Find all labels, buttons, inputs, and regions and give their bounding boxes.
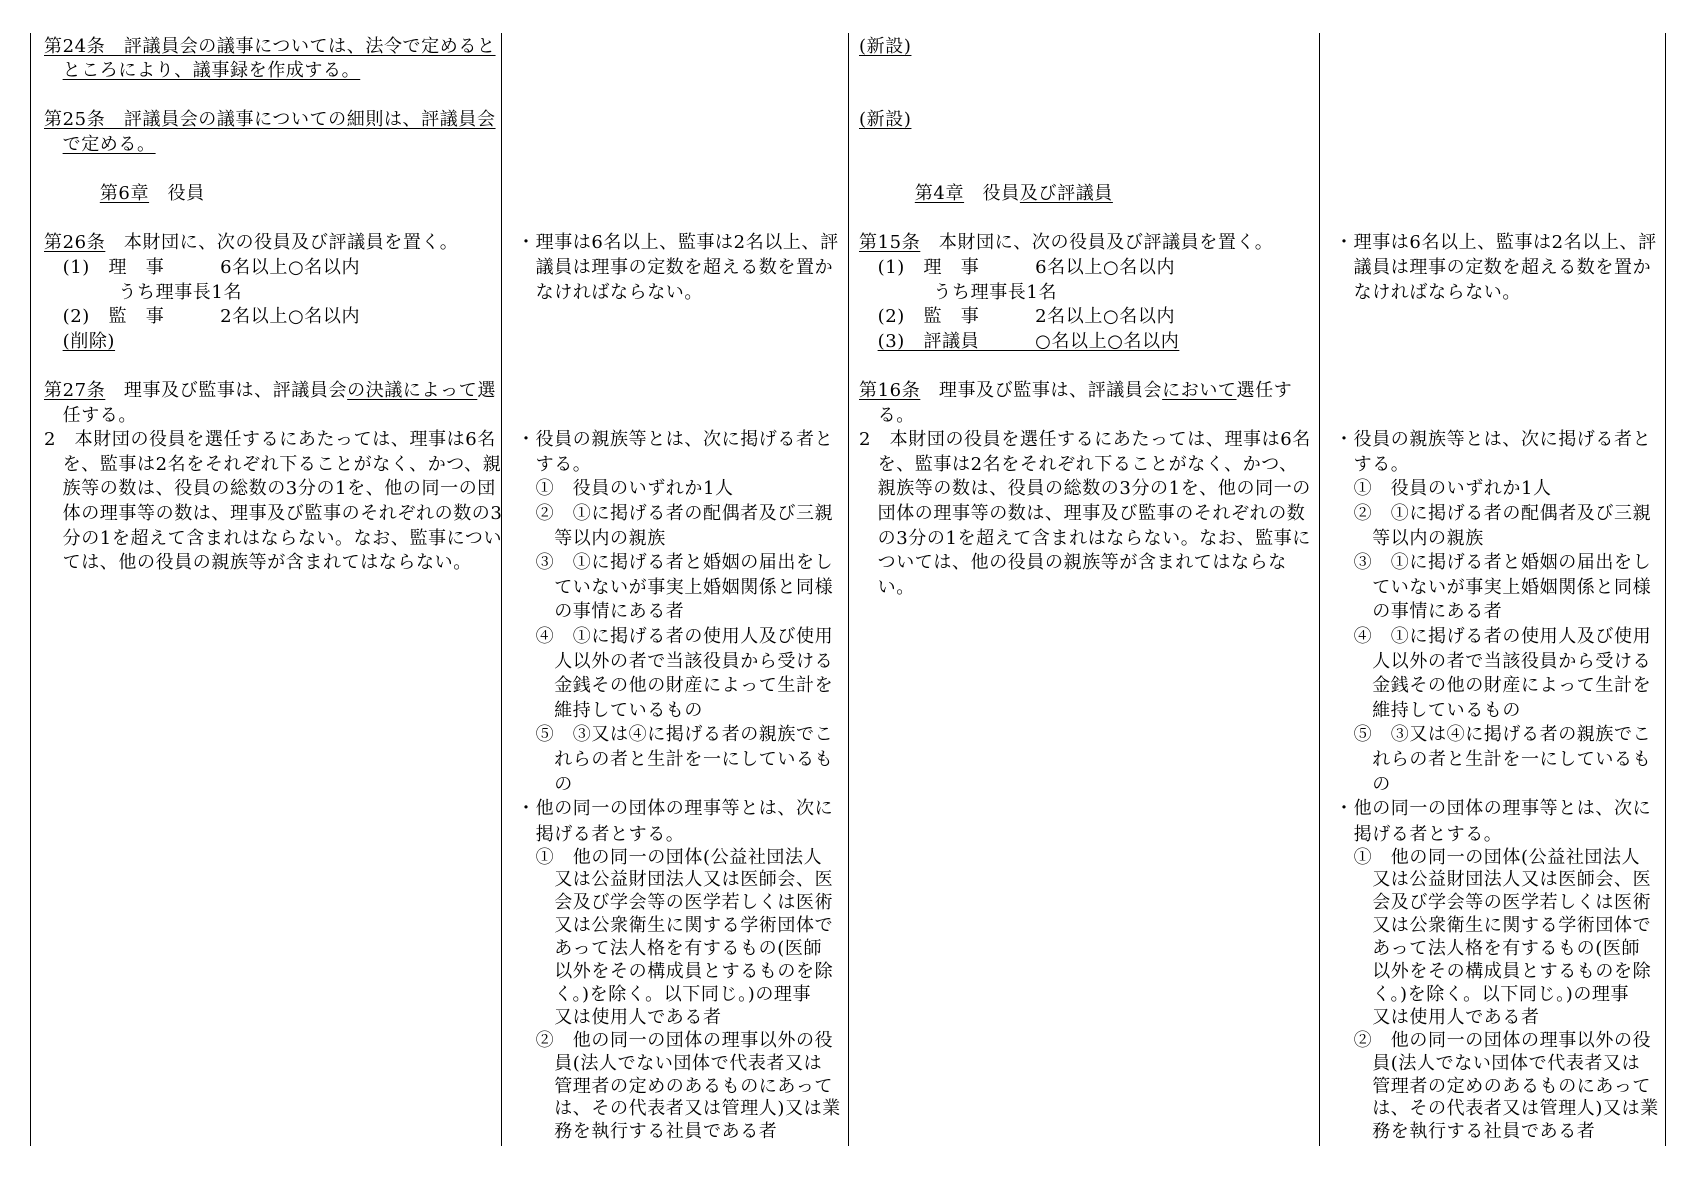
text-line <box>1335 430 1651 450</box>
text-line <box>44 110 496 130</box>
text-line <box>1335 1054 1640 1074</box>
text-line <box>859 258 1175 278</box>
text-segment: 親族等の数は、役員の総数の3分の1を、他の同一の <box>859 478 1311 500</box>
text-segment: 金銭その他の財産によって生計を <box>1335 675 1652 697</box>
underlined-text: 第24条 評議員会の議事については、法令で定めると <box>44 35 496 57</box>
text-line <box>517 652 833 672</box>
text-segment: 人以外の者で当該役員から受ける <box>1335 650 1652 672</box>
text-line <box>517 1031 833 1051</box>
text-line <box>517 627 833 647</box>
text-line <box>859 37 911 57</box>
text-line <box>859 233 1273 253</box>
text-line <box>1335 578 1651 598</box>
text-line <box>517 529 666 549</box>
text-line <box>517 1099 841 1119</box>
text-segment: ④ ①に掲げる者の使用人及び使用 <box>1335 625 1652 647</box>
underlined-text: (削除) <box>62 330 116 352</box>
text-segment: れらの者と生計を一にしているも <box>517 748 834 770</box>
text-segment: 本財団に、次の役員及び評議員を置く。 <box>105 232 459 254</box>
text-line <box>1335 553 1651 573</box>
text-line <box>517 775 573 795</box>
text-segment: 任する。 <box>44 404 137 426</box>
text-line <box>517 825 684 845</box>
text-segment: 又は使用人である者 <box>517 1006 722 1028</box>
text-segment: 人以外の者で当該役員から受ける <box>517 650 834 672</box>
text-segment: の <box>517 773 573 795</box>
text-segment: うち理事長1名 <box>859 281 1058 303</box>
text-line <box>1335 939 1640 959</box>
text-line <box>1335 602 1502 622</box>
text-line <box>517 701 703 721</box>
column-divider <box>501 33 502 1146</box>
text-segment: の3分の1を超えて含まれはならない。なお、監事に <box>859 527 1311 549</box>
text-segment: ては、他の役員の親族等が含まれてはならない。 <box>44 552 472 574</box>
text-segment: く。)を除く。以下同じ。)の理事 <box>517 983 812 1005</box>
text-segment: 維持しているもの <box>1335 699 1521 721</box>
text-segment: は、その代表者又は管理人)又は業 <box>517 1098 841 1120</box>
underlined-text: (新設) <box>859 109 912 131</box>
text-segment: を、監事は2名をそれぞれ下ることがなく、かつ、 <box>859 453 1298 475</box>
text-segment: 以外をその構成員とするものを除 <box>1335 961 1652 982</box>
text-segment: 又は公益財団法人又は医師会、医 <box>1335 869 1652 891</box>
text-line <box>517 479 734 499</box>
underlined-text: 第16条 <box>859 379 921 401</box>
text-segment: ・他の同一の団体の理事等とは、次に <box>517 798 834 820</box>
text-segment: なければならない。 <box>1335 281 1521 303</box>
underlined-text: で定める。 <box>62 133 156 155</box>
text-segment <box>44 183 100 204</box>
text-segment: 会及び学会等の医学若しくは医術 <box>1335 892 1652 914</box>
text-segment: ていないが事実上婚姻関係と同様 <box>517 576 834 598</box>
text-line <box>1335 750 1651 770</box>
underlined-text: 第6章 <box>99 183 150 205</box>
text-line <box>517 962 833 982</box>
text-line <box>859 578 915 598</box>
text-segment: は、その代表者又は管理人)又は業 <box>1335 1098 1659 1120</box>
text-line <box>517 602 684 622</box>
column-divider <box>1319 33 1320 1146</box>
text-line <box>1335 455 1409 475</box>
text-segment: 理事及び監事は、評議員会 <box>920 379 1163 401</box>
text-line <box>1335 233 1657 253</box>
text-segment <box>44 134 63 155</box>
text-line <box>859 110 911 130</box>
text-segment: 団体の理事等の数は、理事及び監事のそれぞれの数 <box>859 502 1306 524</box>
text-line <box>517 1054 822 1074</box>
text-segment: ⑤ ③又は④に掲げる者の親族でこ <box>517 724 834 746</box>
text-segment: 2 本財団の役員を選任するにあたっては、理事は6名 <box>44 429 496 451</box>
text-segment: (2) 監 事 2名以上○名以内 <box>44 306 361 328</box>
text-line <box>44 504 502 524</box>
text-segment: ついては、他の役員の親族等が含まれてはならな <box>859 552 1287 574</box>
text-line <box>1335 258 1651 278</box>
text-segment: の事情にある者 <box>517 601 685 623</box>
text-segment: を、監事は2名をそれぞれ下ることがなく、かつ、親 <box>44 453 502 475</box>
underlined-text: 第26条 <box>44 232 106 254</box>
text-segment: ① 役員のいずれか1人 <box>517 478 734 500</box>
text-segment: 理事及び監事は、評議員会 <box>105 379 348 401</box>
text-line <box>517 455 591 475</box>
text-line <box>44 332 115 352</box>
text-segment: なければならない。 <box>517 281 703 303</box>
text-segment: ていないが事実上婚姻関係と同様 <box>1335 576 1652 598</box>
text-segment <box>44 331 63 352</box>
text-segment: あって法人格を有するもの(医師 <box>517 938 823 960</box>
text-line <box>517 1122 777 1142</box>
text-segment: ・理事は6名以上、監事は2名以上、評 <box>1335 232 1657 254</box>
text-line <box>1335 283 1521 303</box>
text-line <box>859 283 1057 303</box>
text-segment: 等以内の親族 <box>1335 527 1484 549</box>
column-divider <box>848 33 849 1146</box>
text-line <box>1335 799 1651 819</box>
text-line <box>1335 1122 1595 1142</box>
text-segment: ② ①に掲げる者の配偶者及び三親 <box>517 502 834 524</box>
text-line <box>859 184 1113 204</box>
text-line <box>44 37 496 57</box>
text-line <box>1335 916 1651 936</box>
text-segment: 員(法人でない団体で代表者又は <box>517 1052 823 1074</box>
text-segment: 体の理事等の数は、理事及び監事のそれぞれの数の3 <box>44 502 503 524</box>
text-line <box>1335 1008 1540 1028</box>
underlined-text: (新設) <box>859 35 912 57</box>
text-segment: 以外をその構成員とするものを除 <box>517 961 834 982</box>
text-segment <box>44 60 63 81</box>
text-segment: 等以内の親族 <box>517 527 666 549</box>
text-segment: 金銭その他の財産によって生計を <box>517 675 834 697</box>
text-line <box>517 893 833 913</box>
text-segment: 管理者の定めのあるものにあって <box>1335 1075 1652 1097</box>
text-segment: 務を執行する社員である者 <box>1335 1121 1596 1143</box>
text-segment: ② ①に掲げる者の配偶者及び三親 <box>1335 502 1652 524</box>
text-line <box>859 553 1287 573</box>
text-line <box>859 479 1311 499</box>
text-line <box>44 479 496 499</box>
text-line <box>859 504 1305 524</box>
text-segment: の <box>1335 773 1391 795</box>
text-line <box>517 799 833 819</box>
text-line <box>517 676 833 696</box>
text-line <box>44 529 502 549</box>
text-segment: 選 <box>477 379 496 401</box>
text-line <box>517 283 703 303</box>
text-line <box>44 455 501 475</box>
text-line <box>517 578 833 598</box>
text-line <box>1335 1099 1659 1119</box>
text-line <box>44 233 458 253</box>
text-segment: ③ ①に掲げる者と婚姻の届出をし <box>1335 552 1652 574</box>
text-line <box>44 406 137 426</box>
text-segment: ① 他の同一の団体(公益社団法人 <box>517 846 823 868</box>
text-line <box>1335 479 1552 499</box>
text-segment: れらの者と生計を一にしているも <box>1335 748 1652 770</box>
text-line <box>517 725 833 745</box>
underlined-text: 第4章 <box>914 183 965 205</box>
text-segment: 又は公衆衛生に関する学術団体で <box>517 915 834 937</box>
text-segment: 役員 <box>964 183 1020 205</box>
text-line <box>1335 529 1484 549</box>
text-line <box>1335 652 1651 672</box>
underlined-text: において <box>1162 379 1237 401</box>
underlined-text: 第27条 <box>44 379 106 401</box>
text-line <box>859 332 1179 352</box>
text-segment: ② 他の同一の団体の理事以外の役 <box>517 1029 834 1051</box>
text-segment: 議員は理事の定数を超える数を置か <box>517 256 834 278</box>
text-line <box>1335 627 1651 647</box>
text-line <box>517 870 833 890</box>
column-divider <box>1665 33 1666 1146</box>
underlined-text: ところにより、議事録を作成する。 <box>62 60 361 82</box>
text-line <box>859 430 1311 450</box>
text-line <box>517 1008 722 1028</box>
text-segment: 又は公衆衛生に関する学術団体で <box>1335 915 1652 937</box>
text-segment: ・理事は6名以上、監事は2名以上、評 <box>517 232 839 254</box>
text-line <box>859 307 1175 327</box>
text-segment: 務を執行する社員である者 <box>517 1121 778 1143</box>
text-line <box>859 529 1311 549</box>
text-line <box>517 916 833 936</box>
text-line <box>517 1077 833 1097</box>
text-line <box>859 406 915 426</box>
underlined-text: (3) 評議員 ○名以上○名以内 <box>877 330 1180 352</box>
text-segment: 会及び学会等の医学若しくは医術 <box>517 892 834 914</box>
text-segment: あって法人格を有するもの(医師 <box>1335 938 1641 960</box>
text-segment: 分の1を超えて含まれはならない。なお、監事につい <box>44 527 503 549</box>
text-line <box>517 939 822 959</box>
text-segment: ④ ①に掲げる者の使用人及び使用 <box>517 625 834 647</box>
underlined-text: の決議によって <box>347 379 478 401</box>
text-line <box>859 455 1298 475</box>
text-segment: 員(法人でない団体で代表者又は <box>1335 1052 1641 1074</box>
text-line <box>1335 1031 1651 1051</box>
text-segment: (1) 理 事 6名以上○名以内 <box>44 256 361 278</box>
text-segment: 議員は理事の定数を超える数を置か <box>1335 256 1652 278</box>
text-line <box>517 553 833 573</box>
text-line <box>44 307 360 327</box>
text-segment <box>859 331 878 352</box>
text-line <box>1335 775 1391 795</box>
text-line <box>1335 985 1629 1005</box>
text-segment: 維持しているもの <box>517 699 703 721</box>
underlined-text: 第25条 評議員会の議事についての細則は、評議員会 <box>44 109 496 131</box>
text-segment: する。 <box>517 453 592 475</box>
text-line <box>1335 848 1640 868</box>
text-segment: 掲げる者とする。 <box>517 823 685 845</box>
text-segment: く。)を除く。以下同じ。)の理事 <box>1335 983 1630 1005</box>
text-line <box>517 258 833 278</box>
text-segment: ② 他の同一の団体の理事以外の役 <box>1335 1029 1652 1051</box>
text-line <box>859 381 1292 401</box>
underlined-text: 第15条 <box>859 232 921 254</box>
text-segment: ・役員の親族等とは、次に掲げる者と <box>517 429 834 451</box>
column-divider <box>30 33 31 1146</box>
text-segment: 管理者の定めのあるものにあって <box>517 1075 834 1097</box>
text-segment: ③ ①に掲げる者と婚姻の届出をし <box>517 552 834 574</box>
text-line <box>44 258 360 278</box>
text-segment: ① 他の同一の団体(公益社団法人 <box>1335 846 1641 868</box>
text-segment: 又は公益財団法人又は医師会、医 <box>517 869 834 891</box>
text-line <box>1335 870 1651 890</box>
text-line <box>1335 725 1651 745</box>
text-line <box>517 504 833 524</box>
text-line <box>1335 825 1502 845</box>
text-segment: する。 <box>1335 453 1410 475</box>
text-line <box>1335 701 1521 721</box>
text-segment: 選任す <box>1236 379 1293 401</box>
text-segment: (2) 監 事 2名以上○名以内 <box>859 306 1176 328</box>
text-line <box>44 61 360 81</box>
text-segment: ・役員の親族等とは、次に掲げる者と <box>1335 429 1652 451</box>
text-line <box>517 430 833 450</box>
text-line <box>1335 1077 1651 1097</box>
text-segment: 族等の数は、役員の総数の3分の1を、他の同一の団 <box>44 478 496 500</box>
text-segment: 掲げる者とする。 <box>1335 823 1503 845</box>
text-segment: る。 <box>859 404 915 426</box>
text-segment: い。 <box>859 576 915 598</box>
text-line <box>1335 962 1651 982</box>
text-line <box>1335 676 1651 696</box>
text-line <box>517 233 839 253</box>
text-segment: 役員 <box>149 183 205 205</box>
text-line <box>517 848 822 868</box>
text-line <box>44 430 496 450</box>
text-line <box>517 985 811 1005</box>
text-segment: ⑤ ③又は④に掲げる者の親族でこ <box>1335 724 1652 746</box>
text-line <box>44 184 205 204</box>
text-line <box>1335 893 1651 913</box>
underlined-text: 及び評議員 <box>1019 183 1113 205</box>
text-segment: 2 本財団の役員を選任するにあたっては、理事は6名 <box>859 429 1311 451</box>
text-line <box>44 135 156 155</box>
text-segment: の事情にある者 <box>1335 601 1503 623</box>
text-line <box>44 381 496 401</box>
text-segment <box>859 183 915 204</box>
text-segment: (1) 理 事 6名以上○名以内 <box>859 256 1176 278</box>
text-line <box>44 553 472 573</box>
text-line <box>1335 504 1651 524</box>
text-segment: うち理事長1名 <box>44 281 243 303</box>
text-segment: 又は使用人である者 <box>1335 1006 1540 1028</box>
text-segment: ① 役員のいずれか1人 <box>1335 478 1552 500</box>
text-segment: 本財団に、次の役員及び評議員を置く。 <box>920 232 1274 254</box>
text-segment: ・他の同一の団体の理事等とは、次に <box>1335 798 1652 820</box>
text-line <box>44 283 242 303</box>
text-line <box>517 750 833 770</box>
